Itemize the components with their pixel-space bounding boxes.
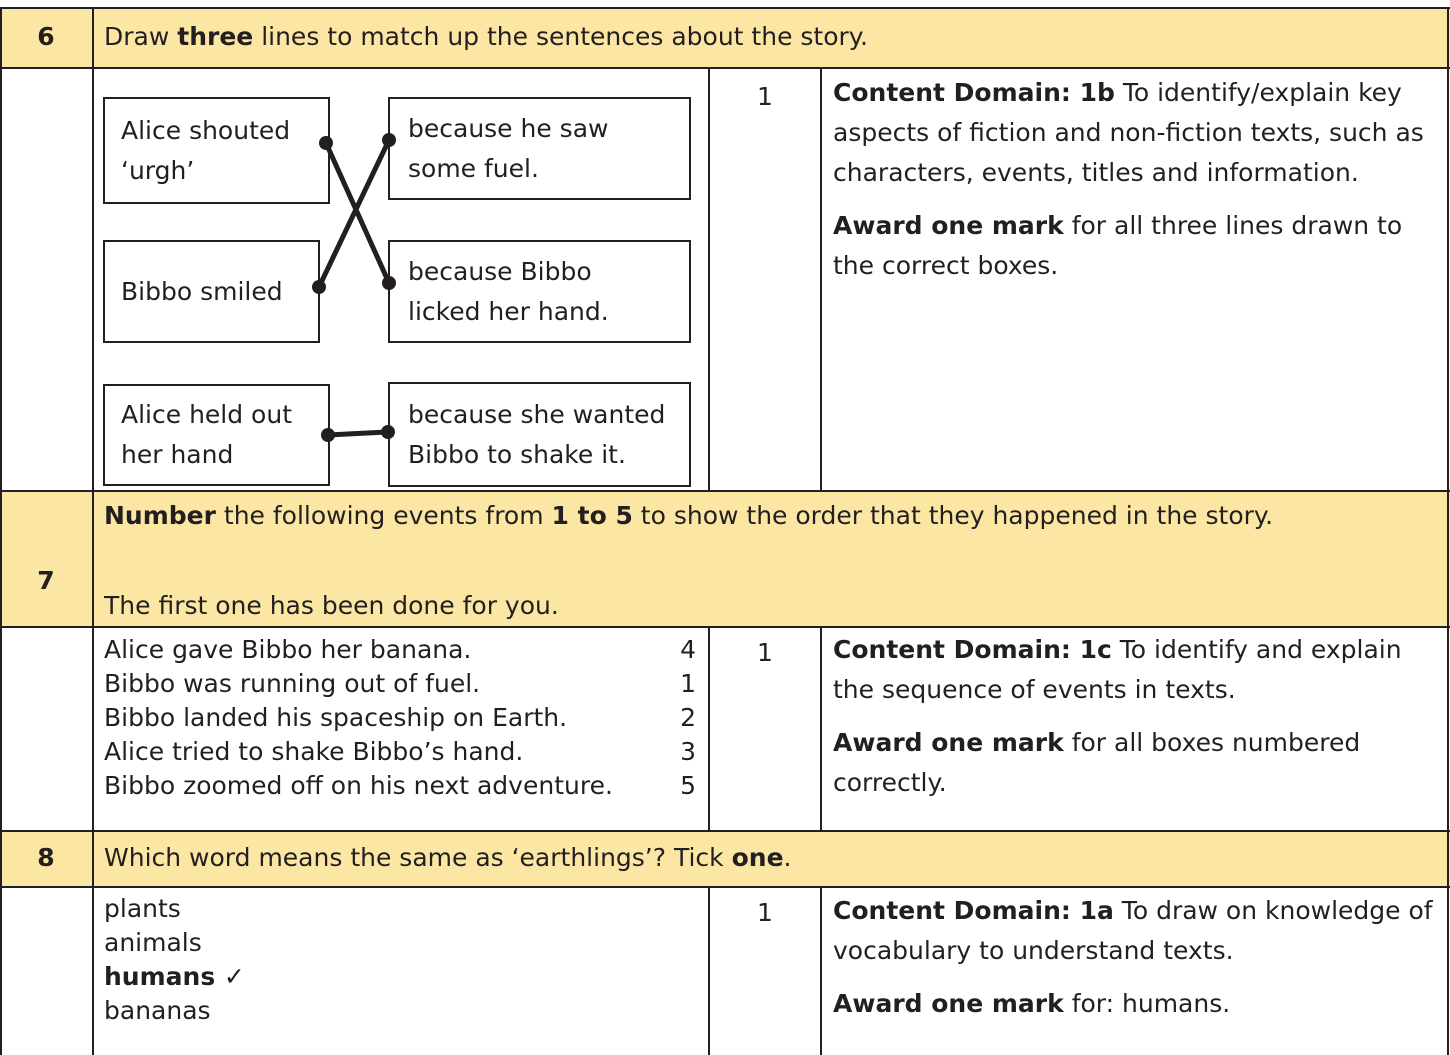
event-number: 3 [680, 737, 696, 766]
event-row [104, 634, 696, 666]
award-text: for: humans. [1063, 989, 1231, 1018]
q8-guidance [833, 891, 1433, 1024]
box-line: some fuel. [408, 153, 539, 183]
box-line: because Bibbo [408, 256, 592, 286]
award-text: for all boxes numbered correctly. [833, 728, 1361, 797]
domain-text: To identify and explain the sequence of events in texts. [833, 635, 1402, 704]
match-dot [382, 133, 396, 147]
q8-prompt-post: . [783, 843, 792, 872]
match-dot [319, 136, 333, 150]
event-row [104, 770, 696, 802]
domain-text: To identify/explain key aspects of fiction and non-fiction texts, such as characters, events, titles and information. [833, 78, 1424, 187]
q7-prompt-line2: The first one has been done for you. [104, 591, 559, 620]
q6-number: 6 [37, 22, 55, 51]
q7-marks: 1 [757, 638, 773, 667]
box-line: Alice held out [121, 400, 292, 429]
match-dot [312, 280, 326, 294]
match-dot [381, 425, 395, 439]
option-humans-ticked: humans ✓ [104, 962, 245, 991]
event-number: 2 [680, 703, 696, 732]
box-line: licked her hand. [408, 296, 609, 326]
domain-text: To draw on knowledge of vocabulary to understand texts. [833, 896, 1433, 965]
q8-content-domain [833, 891, 1433, 971]
option-plants: plants [104, 894, 181, 923]
q8-prompt-bold: one [731, 843, 784, 872]
q7-award [833, 723, 1433, 803]
q8-number: 8 [37, 843, 55, 872]
option-bananas: bananas [104, 996, 211, 1025]
q7-prompt-bold: Number [104, 501, 216, 530]
box-line: her hand [121, 440, 234, 469]
domain-label: Content Domain: 1b [833, 78, 1115, 107]
q8-prompt [104, 838, 791, 878]
q6-prompt-pre: Draw [104, 22, 178, 51]
box-line: Alice shouted [121, 115, 291, 145]
q6-prompt-bold: three [177, 22, 254, 51]
box-line: ‘urgh’ [121, 155, 195, 185]
award-label: Award one mark [833, 728, 1064, 757]
event-number: 5 [680, 771, 696, 800]
q7-prompt-bold: 1 to 5 [551, 501, 633, 530]
q6-content-domain [833, 73, 1433, 193]
box-line: because she wanted [408, 399, 666, 429]
q7-prompt [104, 496, 1273, 536]
event-text: Bibbo landed his spaceship on Earth. [104, 703, 568, 732]
match-line [328, 432, 388, 435]
award-label: Award one mark [833, 989, 1064, 1018]
event-text: Alice gave Bibbo her banana. [104, 635, 472, 664]
q8-prompt-pre: Which word means the same as ‘earthlings’? Tick [104, 843, 732, 872]
award-label: Award one mark [833, 211, 1064, 240]
q6-marks: 1 [757, 82, 773, 111]
q6-prompt-post: lines to match up the sentences about the story. [253, 22, 868, 51]
q6-guidance [833, 73, 1433, 286]
award-text: for all three lines drawn to the correct boxes. [833, 211, 1403, 280]
event-row [104, 668, 696, 700]
option-animals: animals [104, 928, 202, 957]
q7-content-domain [833, 630, 1433, 710]
event-text: Bibbo was running out of fuel. [104, 669, 481, 698]
q7-number: 7 [37, 566, 55, 595]
q6-award [833, 206, 1433, 286]
box-line: Bibbo smiled [121, 276, 283, 306]
event-text: Bibbo zoomed off on his next adventure. [104, 771, 613, 800]
event-row [104, 702, 696, 734]
event-number: 1 [680, 669, 696, 698]
box-line: Bibbo to shake it. [408, 439, 626, 469]
match-dot [382, 276, 396, 290]
event-row [104, 736, 696, 768]
event-number: 4 [680, 635, 696, 664]
q8-award [833, 984, 1433, 1024]
match-dot [321, 428, 335, 442]
q7-prompt-post: to show the order that they happened in the story. [632, 501, 1274, 530]
q8-marks: 1 [757, 898, 773, 927]
event-text: Alice tried to shake Bibbo’s hand. [104, 737, 524, 766]
q7-guidance [833, 630, 1433, 803]
box-line: because he saw [408, 113, 609, 143]
domain-label: Content Domain: 1c [833, 635, 1112, 664]
domain-label: Content Domain: 1a [833, 896, 1114, 925]
q7-prompt-mid: the following events from [215, 501, 552, 530]
